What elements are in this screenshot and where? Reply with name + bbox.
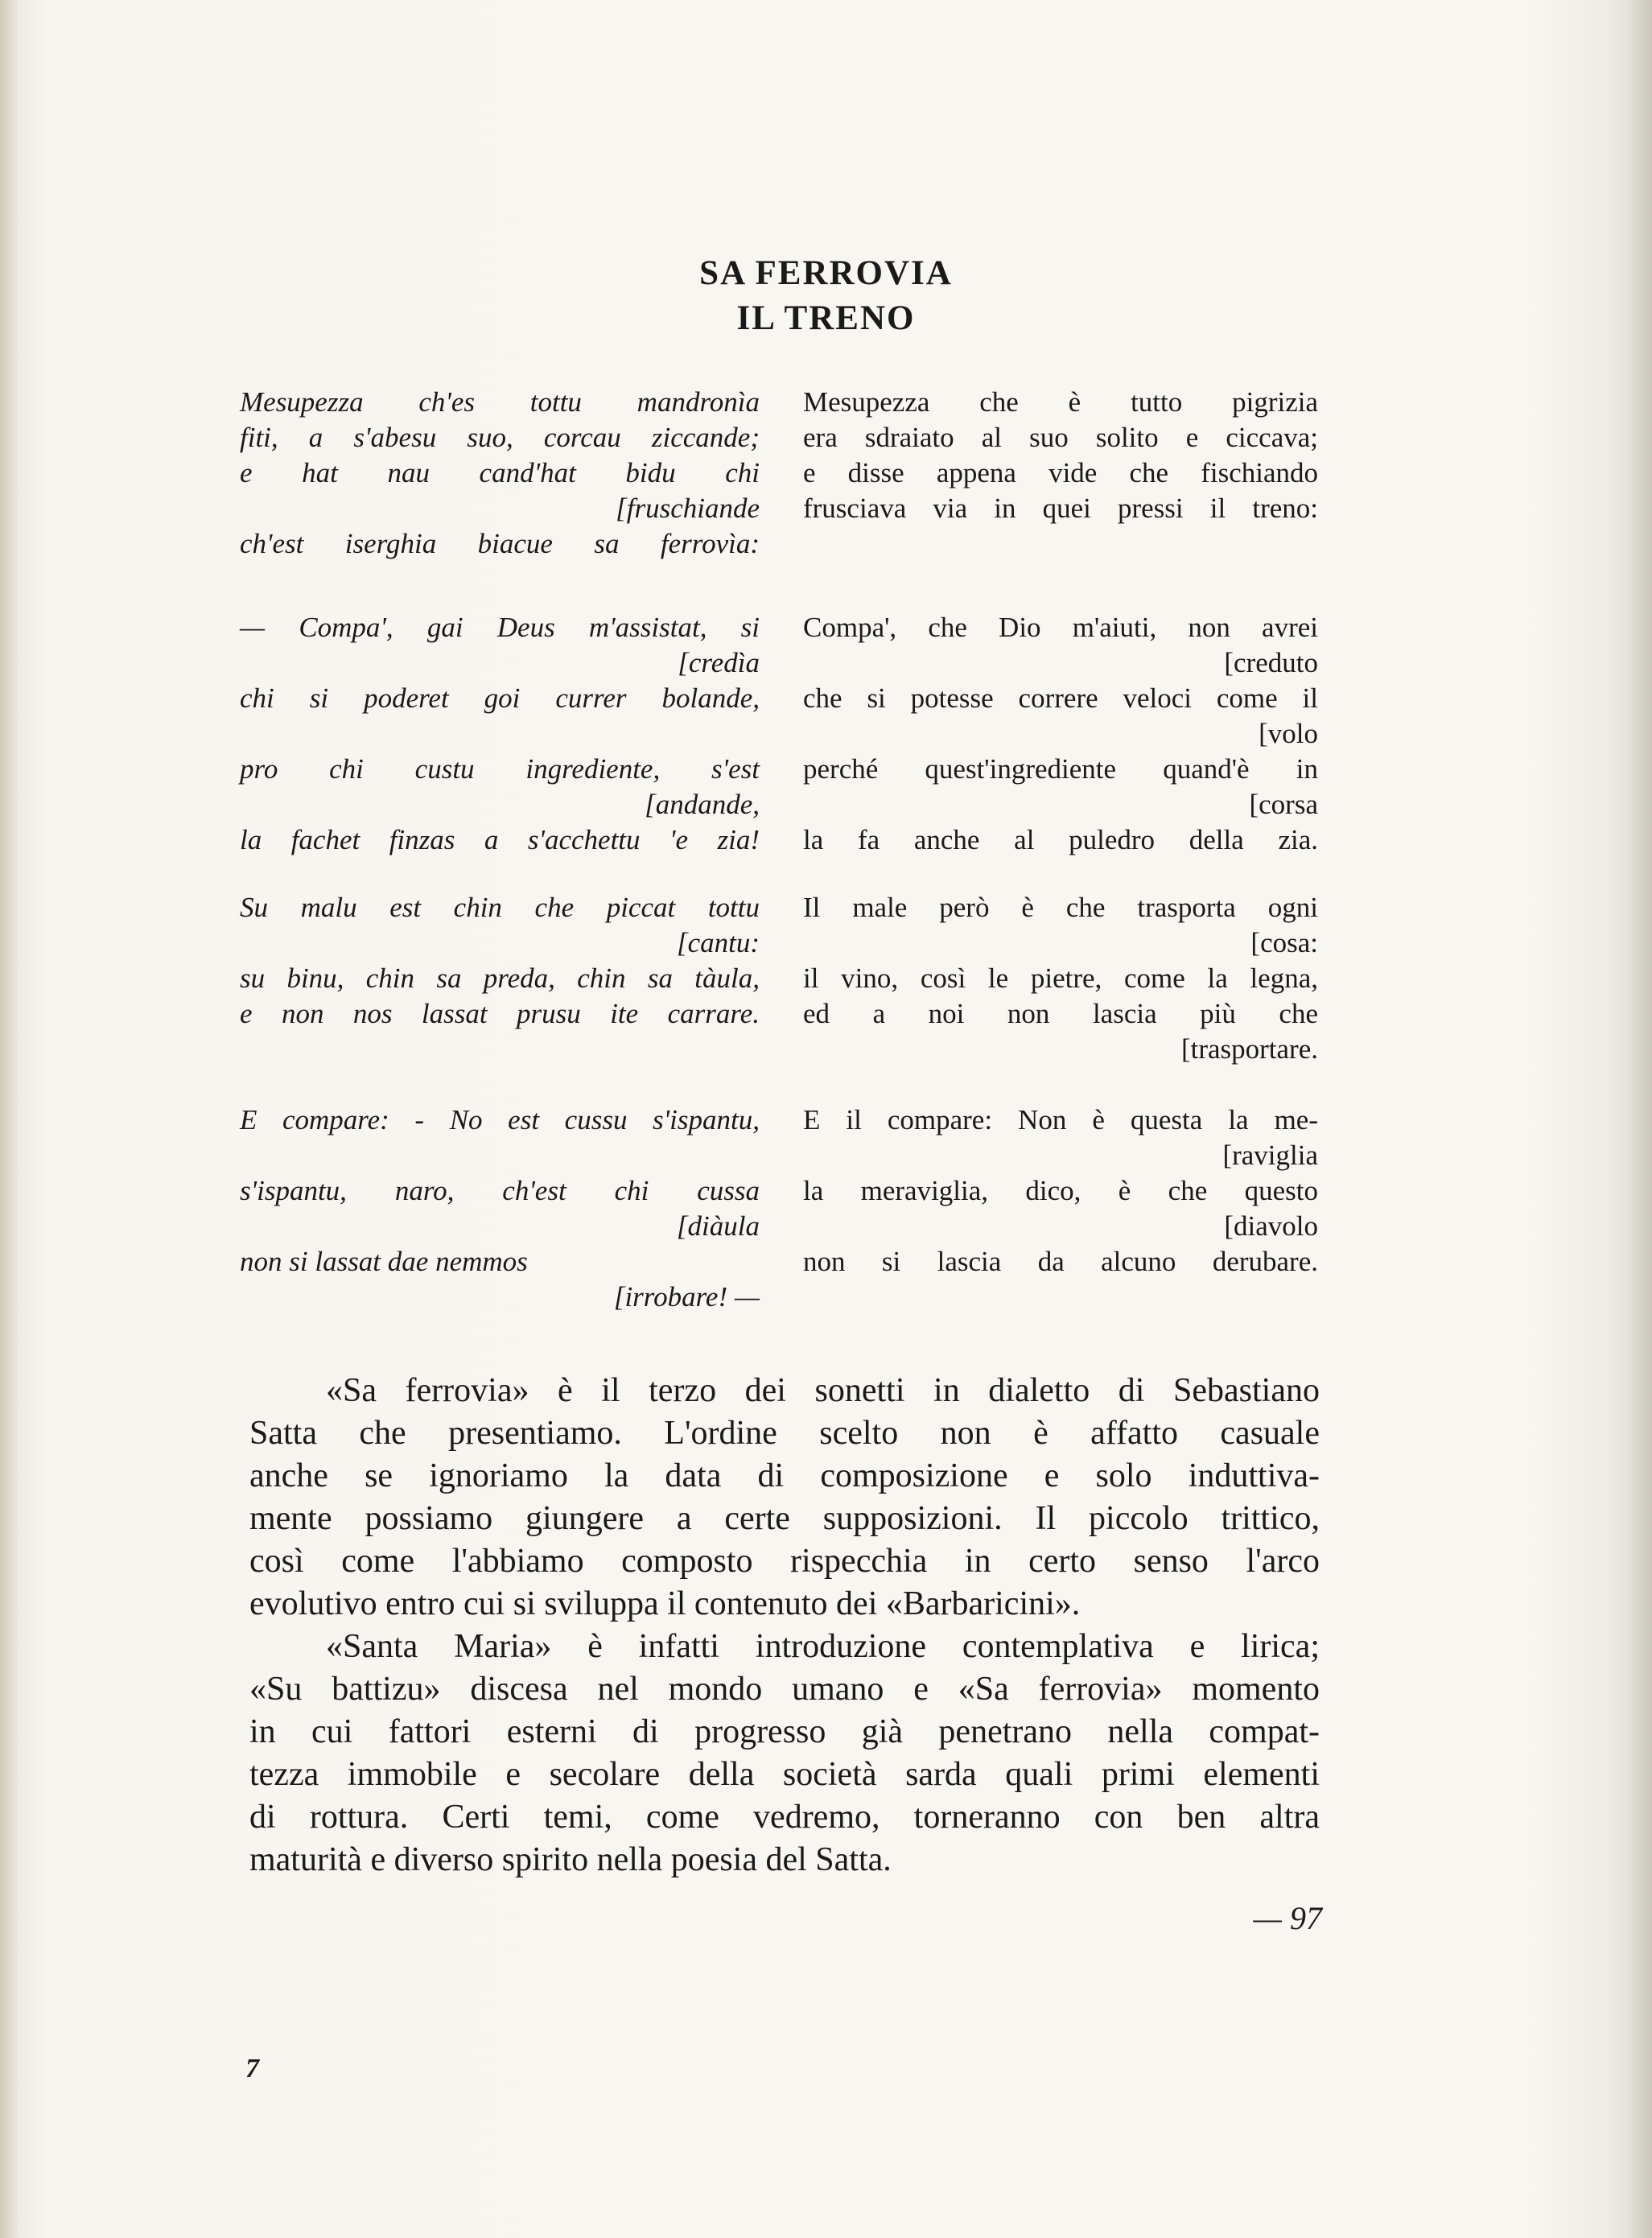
sardinian-verse-line: e non nos lassat prusu ite carrare. [240, 998, 760, 1029]
sardinian-verse-line: Su malu est chin che piccat tottu [240, 892, 760, 923]
sardinian-verse-line: pro chi custu ingrediente, s'est [240, 753, 760, 785]
italian-verse-line: non si lascia da alcuno derubare. [803, 1246, 1318, 1277]
italian-verse-line: la fa anche al puledro della zia. [803, 824, 1318, 855]
italian-verse-line: E il compare: Non è questa la me- [803, 1104, 1318, 1135]
commentary-line: in cui fattori esterni di progresso già penetrano nella compat- [249, 1713, 1320, 1750]
page-number: — 97 [1253, 1900, 1322, 1936]
italian-verse-line: [trasportare. [1180, 1033, 1318, 1065]
sardinian-verse-line [240, 1138, 760, 1173]
commentary-line: di rottura. Certi temi, come vedremo, torneranno con ben altra [249, 1799, 1320, 1836]
italian-verse-line: che si potesse correre veloci come il [803, 682, 1318, 714]
commentary-line: anche se ignoriamo la data di composizione e solo induttiva- [249, 1457, 1320, 1494]
poem-subtitle: IL TRENO [736, 299, 916, 337]
italian-verse-line: Il male però è che trasporta ogni [803, 892, 1318, 923]
commentary-line: Satta che presentiamo. L'ordine scelto non è affatto casuale [249, 1415, 1320, 1452]
sardinian-verse-line: la fachet finzas a s'acchettu 'e zia! [240, 824, 760, 855]
sardinian-verse-line: [credìa [678, 647, 760, 678]
commentary-line: «Santa Maria» è infatti introduzione contemplativa e lirica; [326, 1628, 1320, 1665]
sardinian-verse-line: E compare: - No est cussu s'ispantu, [240, 1104, 760, 1135]
italian-verse-line: [cosa: [1250, 927, 1318, 958]
sardinian-verse-line [240, 716, 760, 752]
signature-mark: 7 [245, 2054, 259, 2083]
italian-verse-line: perché quest'ingrediente quand'è in [803, 753, 1318, 785]
sardinian-verse-line: [irrobare! — [613, 1281, 760, 1313]
sardinian-stanza [240, 385, 760, 562]
commentary-line: tezza immobile e secolare della società sarda quali primi elementi [249, 1756, 1320, 1793]
italian-verse-line: frusciava via in quei pressi il treno: [803, 493, 1318, 524]
sardinian-verse-line: Mesupezza ch'es tottu mandronìa [240, 386, 760, 418]
italian-verse-line: era sdraiato al suo solito e ciccava; [803, 422, 1318, 453]
sardinian-stanza [240, 890, 760, 1032]
italian-verse-line: il vino, così le pietre, come la legna, [803, 962, 1318, 994]
sardinian-verse-line: [andande, [645, 789, 760, 820]
sardinian-verse-line: non si lassat dae nemmos [240, 1246, 528, 1277]
italian-verse-line: la meraviglia, dico, è che questo [803, 1175, 1318, 1206]
sardinian-verse-line: — Compa', gai Deus m'assistat, si [240, 612, 760, 643]
commentary-line: mente possiamo giungere a certe supposizioni. Il piccolo trittico, [249, 1500, 1320, 1537]
sardinian-verse-line: e hat nau cand'hat bidu chi [240, 457, 760, 488]
sardinian-verse-line: fiti, a s'abesu suo, corcau ziccande; [240, 422, 760, 453]
italian-verse-line: [volo [1259, 718, 1318, 749]
italian-stanza [803, 1103, 1318, 1280]
italian-stanza [803, 890, 1318, 1067]
commentary-line: così come l'abbiamo composto rispecchia in certo senso l'arco [249, 1543, 1320, 1580]
sardinian-verse-line: chi si poderet goi currer bolande, [240, 682, 760, 714]
commentary-line: evolutivo entro cui si sviluppa il contenuto dei «Barbaricini». [249, 1585, 1081, 1622]
sardinian-verse-line: su binu, chin sa preda, chin sa tàula, [240, 962, 760, 994]
commentary-line: «Su battizu» discesa nel mondo umano e «Sa ferrovia» momento [249, 1671, 1320, 1708]
sardinian-stanza [240, 1103, 760, 1315]
sardinian-verse-line: s'ispantu, naro, ch'est chi cussa [240, 1175, 760, 1206]
italian-stanza [803, 610, 1318, 858]
commentary-line: «Sa ferrovia» è il terzo dei sonetti in dialetto di Sebastiano [326, 1372, 1320, 1409]
commentary-text [249, 1370, 1320, 1881]
sardinian-verse-line: ch'est iserghia biacue sa ferrovìa: [240, 528, 760, 559]
italian-verse-line: [corsa [1249, 789, 1318, 820]
italian-verse-line: [raviglia [1222, 1140, 1318, 1171]
italian-verse-line: Mesupezza che è tutto pigrizia [803, 386, 1318, 418]
sardinian-verse-line: [fruschiande [616, 493, 760, 524]
italian-verse-line: e disse appena vide che fischiando [803, 457, 1318, 488]
italian-verse-line: ed a noi non lascia più che [803, 998, 1318, 1029]
italian-stanza [803, 385, 1318, 526]
commentary-line: maturità e diverso spirito nella poesia del Satta. [249, 1841, 892, 1878]
italian-verse-line: [creduto [1224, 647, 1318, 678]
poem-title: SA FERROVIA [699, 254, 953, 292]
sardinian-stanza [240, 610, 760, 858]
italian-verse-line: [diavolo [1224, 1210, 1318, 1242]
sardinian-verse-line: [cantu: [676, 927, 760, 958]
sardinian-verse-line: [diàula [676, 1210, 760, 1242]
italian-verse-line: Compa', che Dio m'aiuti, non avrei [803, 612, 1318, 643]
